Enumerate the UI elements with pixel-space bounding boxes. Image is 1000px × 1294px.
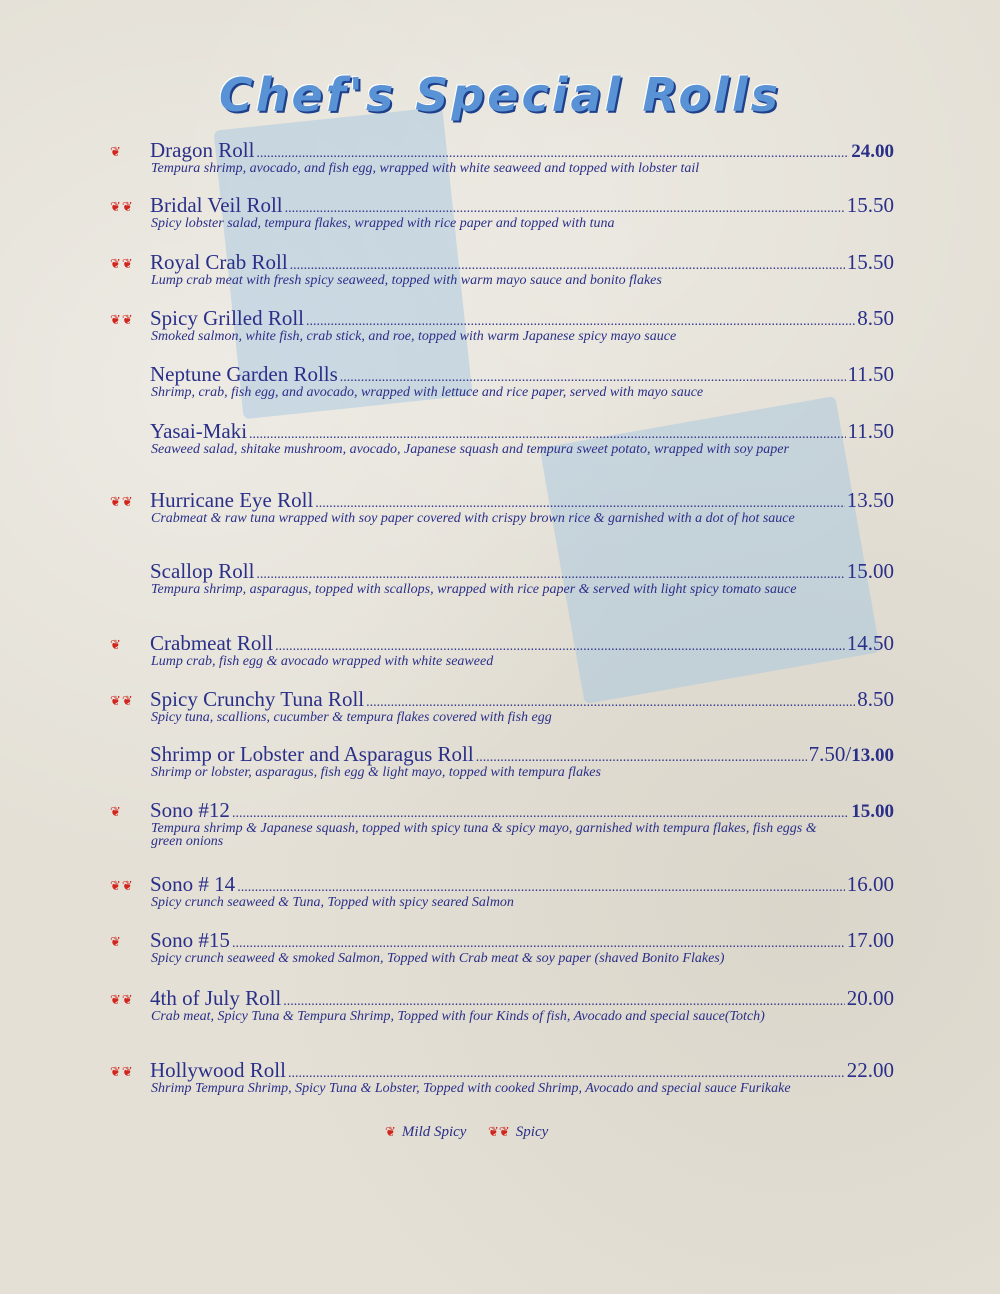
item-price: 11.50 bbox=[847, 419, 894, 443]
item-description: Shrimp or lobster, asparagus, fish egg & light mayo, topped with tempura flakes bbox=[151, 765, 601, 780]
item-description: Smoked salmon, white fish, crab stick, and roe, topped with warm Japanese spicy mayo sauce bbox=[151, 329, 677, 344]
item-price: 22.00 bbox=[846, 1058, 894, 1082]
item-description: Crabmeat & raw tuna wrapped with soy paper covered with crispy brown rice & garnished with a dot of hot sauce bbox=[151, 511, 795, 526]
item-price: 14.50 bbox=[846, 631, 894, 655]
item-name: 4th of July Roll bbox=[150, 986, 282, 1010]
spicy-icon: ❦❦ bbox=[110, 1065, 134, 1080]
item-description: Shrimp Tempura Shrimp, Spicy Tuna & Lobster, Topped with cooked Shrimp, Avocado and special sauce Furikake bbox=[151, 1081, 791, 1096]
item-price: 8.50 bbox=[857, 687, 894, 711]
item-name: Hurricane Eye Roll bbox=[150, 488, 314, 512]
item-price: 7.50 bbox=[808, 742, 846, 766]
spicy-icon: ❦❦ bbox=[110, 694, 134, 709]
item-description: Spicy tuna, scallions, cucumber & tempura flakes covered with fish egg bbox=[151, 710, 552, 725]
spicy-icon: ❦❦ bbox=[110, 495, 134, 510]
item-price: 20.00 bbox=[846, 986, 894, 1010]
item-name: Sono #12 bbox=[150, 798, 230, 822]
item-description: Tempura shrimp & Japanese squash, topped with spicy tuna & spicy mayo, garnished with tempura flakes, fish eggs & green onions bbox=[151, 821, 817, 849]
item-name: Royal Crab Roll bbox=[150, 250, 288, 274]
spicy-icon: ❦❦ bbox=[110, 993, 134, 1008]
item-description: Lump crab meat with fresh spicy seaweed, topped with warm mayo sauce and bonito flakes bbox=[151, 273, 662, 288]
item-price: 15.50 bbox=[846, 250, 894, 274]
item-name: Yasai-Maki bbox=[150, 419, 248, 443]
item-price: 13.50 bbox=[846, 488, 894, 512]
item-description: Spicy crunch seaweed & Tuna, Topped with spicy seared Salmon bbox=[151, 895, 514, 910]
item-name: Bridal Veil Roll bbox=[150, 193, 283, 217]
item-price: 17.00 bbox=[846, 928, 894, 952]
spice-legend bbox=[385, 1124, 548, 1141]
item-name: Hollywood Roll bbox=[150, 1058, 286, 1082]
spicy-icon: ❦❦ bbox=[110, 879, 134, 894]
item-name: Neptune Garden Rolls bbox=[150, 362, 338, 386]
mild-spicy-icon: ❦ bbox=[110, 145, 122, 160]
item-description: Tempura shrimp, asparagus, topped with scallops, wrapped with rice paper & served with light spicy tomato sauce bbox=[151, 582, 797, 597]
item-price: 15.00 bbox=[851, 801, 894, 822]
item-price: 15.00 bbox=[846, 559, 894, 583]
price-separator: / bbox=[845, 742, 852, 766]
item-price: 8.50 bbox=[857, 306, 894, 330]
mild-spicy-icon: ❦ bbox=[110, 638, 122, 653]
item-price-alt: 13.00 bbox=[851, 745, 894, 766]
item-price: 15.50 bbox=[846, 193, 894, 217]
spicy-icon: ❦❦ bbox=[487, 1125, 510, 1140]
item-name: Shrimp or Lobster and Asparagus Roll bbox=[150, 742, 474, 766]
legend-spicy-label: Spicy bbox=[515, 1124, 549, 1140]
item-description: Spicy lobster salad, tempura flakes, wrapped with rice paper and topped with tuna bbox=[151, 216, 615, 231]
menu-title: Chef's Special Rolls bbox=[219, 68, 781, 122]
item-price: 16.00 bbox=[846, 872, 894, 896]
item-description: Spicy crunch seaweed & smoked Salmon, Topped with Crab meat & soy paper (shaved Bonito Flakes) bbox=[151, 951, 725, 966]
item-name: Spicy Grilled Roll bbox=[150, 306, 304, 330]
item-name: Spicy Crunchy Tuna Roll bbox=[150, 687, 365, 711]
legend-mild-label: Mild Spicy bbox=[401, 1124, 467, 1140]
item-name: Sono #15 bbox=[150, 928, 230, 952]
spicy-icon: ❦❦ bbox=[110, 313, 134, 328]
item-price: 11.50 bbox=[847, 362, 894, 386]
item-description: Crab meat, Spicy Tuna & Tempura Shrimp, Topped with four Kinds of fish, Avocado and special sauce(Totch) bbox=[151, 1009, 765, 1024]
spicy-icon: ❦❦ bbox=[110, 200, 134, 215]
item-description: Shrimp, crab, fish egg, and avocado, wrapped with lettuce and rice paper, served with mayo sauce bbox=[151, 385, 704, 400]
mild-spicy-icon: ❦ bbox=[110, 805, 122, 820]
item-name: Dragon Roll bbox=[150, 138, 255, 162]
mild-spicy-icon: ❦ bbox=[385, 1125, 396, 1140]
item-description: Lump crab, fish egg & avocado wrapped with white seaweed bbox=[151, 654, 494, 669]
item-name: Scallop Roll bbox=[150, 559, 255, 583]
mild-spicy-icon: ❦ bbox=[110, 935, 122, 950]
item-name: Crabmeat Roll bbox=[150, 631, 274, 655]
item-name: Sono # 14 bbox=[150, 872, 236, 896]
item-description: Tempura shrimp, avocado, and fish egg, wrapped with white seaweed and topped with lobster tail bbox=[151, 161, 700, 176]
item-description: Seaweed salad, shitake mushroom, avocado, Japanese squash and tempura sweet potato, wrapped with soy paper bbox=[151, 442, 789, 457]
item-price: 24.00 bbox=[851, 141, 894, 162]
spicy-icon: ❦❦ bbox=[110, 257, 134, 272]
